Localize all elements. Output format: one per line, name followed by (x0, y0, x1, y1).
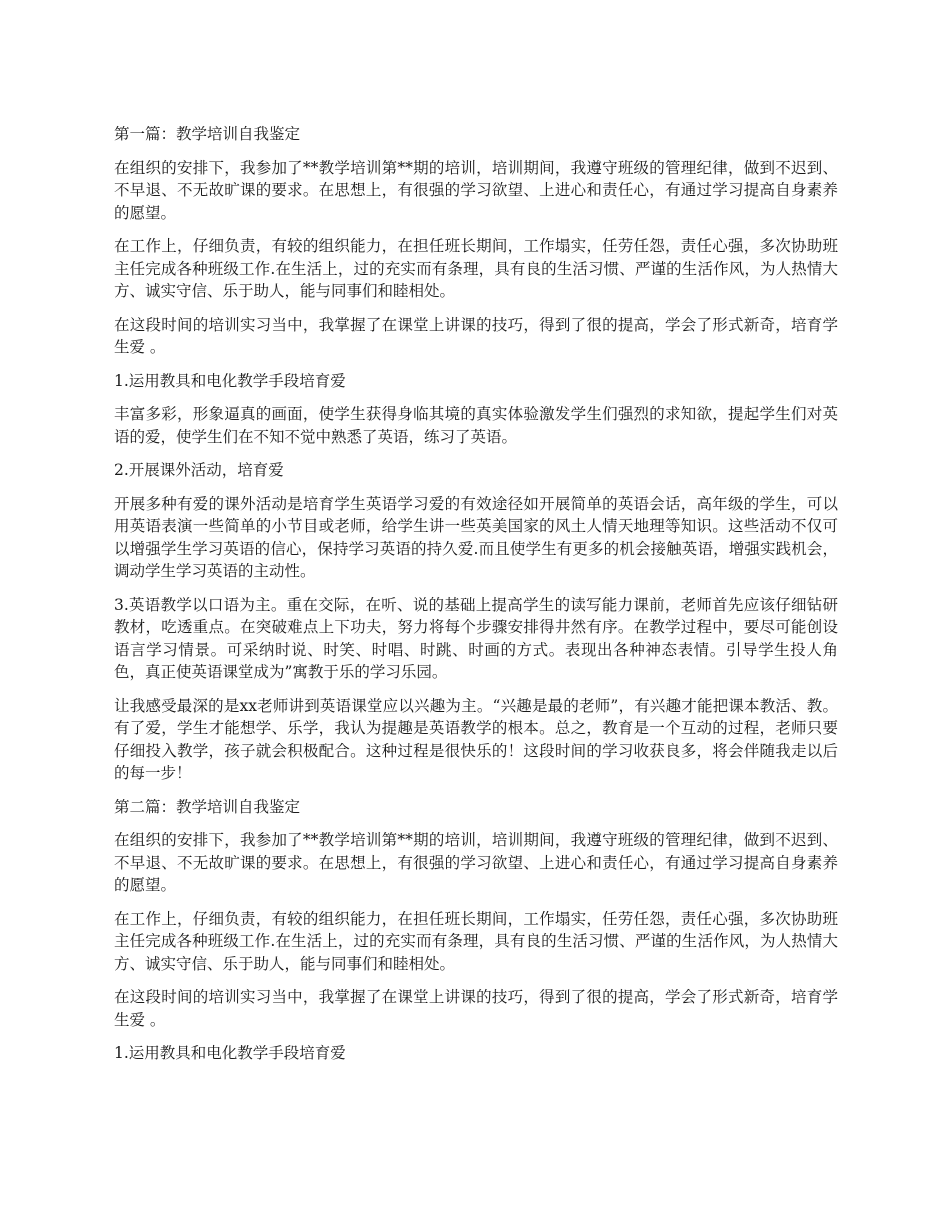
paragraph: 让我感受最深的是xx老师讲到英语课堂应以兴趣为主。“兴趣是最的老师”，有兴趣才能把课本教活、教。有了爱，学生才能想学、乐学，我认为提趣是英语教学的根本。总之，教育是一个互动的过程，老师只要仔细投入教学，孩子就会积极配合。这种过程是很快乐的！这段时间的学习收获良多，将会伴随我走以后的每一步！ (114, 696, 838, 782)
paragraph: 在工作上，仔细负责，有较的组织能力，在担任班长期间，工作塌实，任劳任怨，责任心强，多次协助班主任完成各种班级工作.在生活上，过的充实而有条理，具有良的生活习惯、严谨的生活作风，为人热情大方、诚实守信、乐于助人，能与同事们和睦相处。 (114, 237, 838, 300)
section-heading: 第二篇：教学培训自我鉴定 (114, 797, 301, 816)
paragraph: 在这段时间的培训实习当中，我掌握了在课堂上讲课的技巧，得到了很的提高，学会了形式新奇，培育学生爱 。 (114, 988, 838, 1029)
paragraph: 在这段时间的培训实习当中，我掌握了在课堂上讲课的技巧，得到了很的提高，学会了形式新奇，培育学生爱 。 (114, 315, 838, 356)
paragraph: 在工作上，仔细负责，有较的组织能力，在担任班长期间，工作塌实，任劳任怨，责任心强，多次协助班主任完成各种班级工作.在生活上，过的充实而有条理，具有良的生活习惯、严谨的生活作风，为人热情大方、诚实守信、乐于助人，能与同事们和睦相处。 (114, 909, 838, 973)
paragraph: 开展多种有爱的课外活动是培育学生英语学习爱的有效途径如开展简单的英语会话，高年级的学生，可以用英语表演一些简单的小节目或老师，给学生讲一些英美国家的风土人情天地理等知识。这些活动不仅可以增强学生学习英语的信心，保持学习英语的持久爱.而且使学生有更多的机会接触英语，增强实践机会，调动学生学习英语的主动性。 (114, 494, 838, 580)
subsection-heading: 2.开展课外活动，培育爱 (114, 461, 284, 479)
section-heading: 第一篇：教学培训自我鉴定 (114, 125, 301, 143)
subsection-heading: 1.运用教具和电化教学手段培育爱 (114, 371, 346, 390)
subsection-heading: 1.运用教具和电化教学手段培育爱 (114, 1044, 346, 1062)
paragraph: 丰富多彩，形象逼真的画面，使学生获得身临其境的真实体验激发学生们强烈的求知欲，提起学生们对英语的爱，使学生们在不知不觉中熟悉了英语，练习了英语。 (114, 405, 838, 446)
paragraph: 3.英语教学以口语为主。重在交际，在听、说的基础上提高学生的读写能力课前，老师首先应该仔细钻研教材，吃透重点。在突破难点上下功夫，努力将每个步骤安排得井然有序。在教学过程中，要尽可能创设语言学习情景。可采纳时说、时笑、时唱、时跳、时画的方式。表现出各种神态表情。引导学生投人角色，真正使英语课堂成为”寓教于乐的学习乐园。 (114, 595, 838, 681)
document-body (114, 123, 838, 1076)
paragraph: 在组织的安排下，我参加了**教学培训第**期的培训，培训期间，我遵守班级的管理纪律，做到不迟到、不早退、不无故旷课的要求。在思想上，有很强的学习欲望、上进心和责任心，有通过学习提高自身素养的愿望。 (114, 158, 838, 222)
paragraph: 在组织的安排下，我参加了**教学培训第**期的培训，培训期间，我遵守班级的管理纪律，做到不迟到、不早退、不无故旷课的要求。在思想上，有很强的学习欲望、上进心和责任心，有通过学习提高自身素养的愿望。 (114, 831, 838, 894)
